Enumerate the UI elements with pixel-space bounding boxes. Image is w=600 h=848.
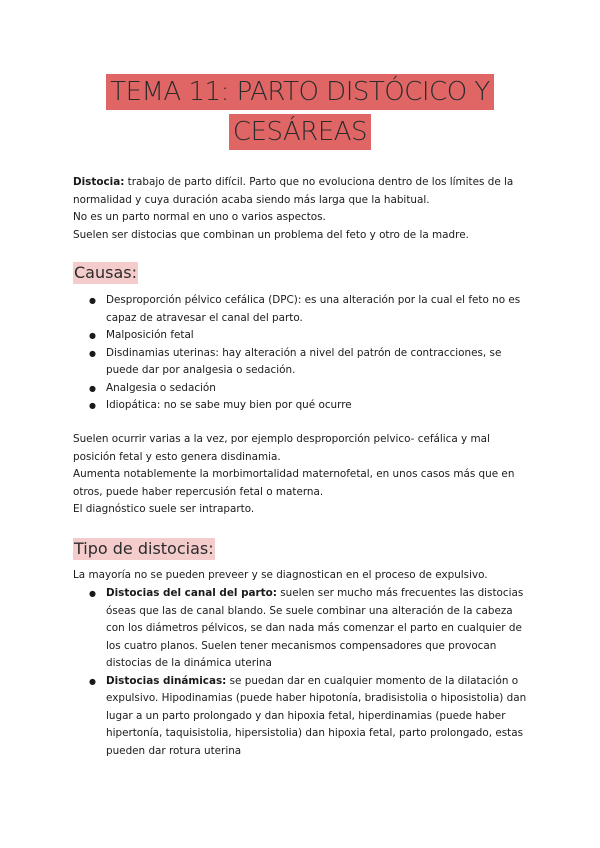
list-item	[90, 585, 534, 673]
list-item: ● Analgesia o sedación	[90, 380, 530, 398]
list-item-term: Distocias del canal del parto:	[106, 587, 277, 599]
tipos-list	[90, 585, 534, 760]
list-item: ● Idiopática: no se sabe muy bien por qué ocurre	[90, 397, 530, 415]
causas-heading: Causas:	[74, 263, 137, 282]
intro-definition	[73, 174, 533, 209]
intro-term: Distocia:	[73, 176, 125, 188]
list-item-text: suelen ser mucho más frecuentes las distocias óseas que las de canal blando. Se suele combinar una alteración de la cabeza con los diámetros pélvicos, se dan nada más comenzar el parto en cualquier de los cuatro planos. Suelen tener mecanismos compensadores que provocan distocias de la dinámica uterina	[106, 587, 524, 669]
intro-section	[73, 174, 533, 244]
tipos-heading: Tipo de distocias:	[74, 539, 214, 558]
list-item-text: se puedan dar en cualquier momento de la dilatación o expulsivo. Hipodinamias (puede haber hipotonía, bradisistolia o hiposistolia) dan lugar a un parto prolongado y dan hipoxia fetal, hiperdinamias (puede haber hipertonía, taquisistolia, hipersistolia) dan hipoxia fetal, parto prolongado, estas pueden dar rotura uterina	[106, 674, 527, 757]
list-item	[90, 673, 534, 761]
page-title	[0, 74, 600, 150]
intro-definition-text: trabajo de parto difícil. Parto que no evoluciona dentro de los límites de la normalidad y cuya duración acaba siendo más larga que la habitual.	[73, 176, 514, 206]
causas-notes	[73, 431, 533, 519]
list-item: ● Disdinamias uterinas: hay alteración a nivel del patrón de contracciones, se puede dar por analgesia o sedación.	[90, 345, 530, 380]
list-item: ● Malposición fetal	[90, 327, 530, 345]
intro-line-2: No es un parto normal en uno o varios aspectos.	[73, 211, 326, 223]
causas-note-2: Aumenta notablemente la morbimortalidad maternofetal, en unos casos más que en otros, puede haber repercusión fetal o materna.	[73, 468, 515, 498]
title-line-1: TEMA 11: PARTO DISTÓCICO Y	[106, 74, 494, 110]
causas-note-3: El diagnóstico suele ser intraparto.	[73, 503, 255, 515]
causas-note-1: Suelen ocurrir varias a la vez, por ejemplo desproporción pelvico- cefálica y mal posición fetal y esto genera disdinamia.	[73, 433, 490, 463]
list-item-term: Distocias dinámicas:	[106, 674, 227, 687]
causas-list	[90, 292, 530, 415]
list-item: ● Desproporción pélvico cefálica (DPC): es una alteración por la cual el feto no es capaz de atravesar el canal del parto.	[90, 292, 530, 327]
title-line-2: CESÁREAS	[229, 114, 371, 150]
tipos-intro: La mayoría no se pueden preveer y se diagnostican en el proceso de expulsivo.	[73, 569, 488, 581]
intro-line-3: Suelen ser distocias que combinan un problema del feto y otro de la madre.	[73, 228, 469, 241]
